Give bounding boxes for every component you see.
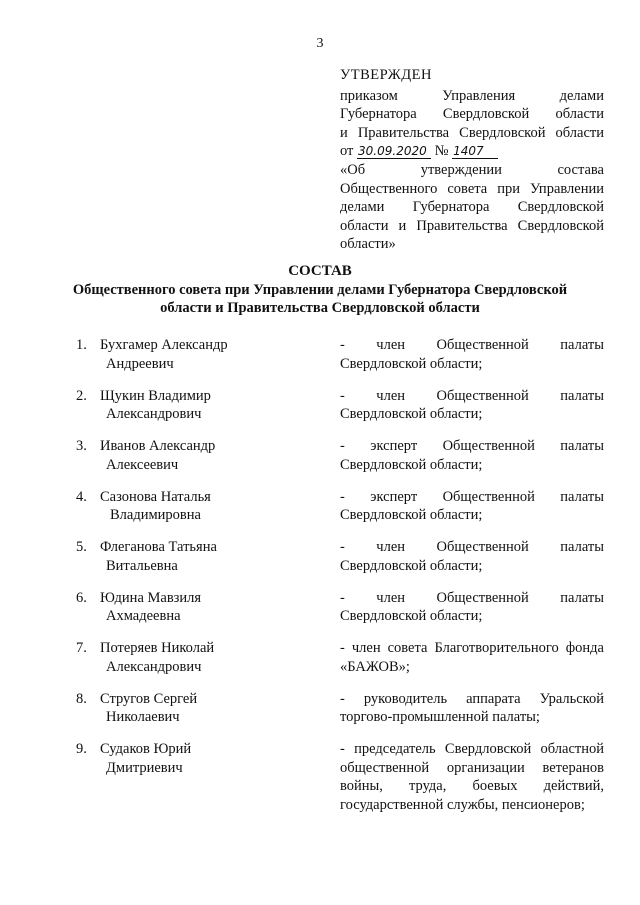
member-role-line: - член Общественной палаты xyxy=(340,337,604,353)
member-row xyxy=(76,488,604,539)
member-role-line: торгово-промышленной палаты; xyxy=(340,709,540,726)
member-role xyxy=(340,336,604,373)
member-row xyxy=(76,740,604,820)
member-number: 1. xyxy=(76,337,87,353)
member-name xyxy=(100,437,320,474)
member-role xyxy=(340,690,604,727)
member-name xyxy=(100,690,320,727)
title-line-2: области и Правительства Свердловской области xyxy=(160,300,480,317)
member-role-line: Свердловской области; xyxy=(340,355,483,372)
member-number: 6. xyxy=(76,589,87,606)
member-row xyxy=(76,690,604,741)
member-surname-name: Флеганова Татьяна xyxy=(100,539,217,555)
member-role-line: общественной организации ветеранов xyxy=(340,759,604,776)
member-role-line: - эксперт Общественной палаты xyxy=(340,438,604,454)
approval-line-7: делами Губернатора Свердловской xyxy=(340,199,604,216)
member-surname-name: Потеряев Николай xyxy=(100,640,215,656)
member-role-line: «БАЖОВ»; xyxy=(340,658,410,675)
approval-line-9: области» xyxy=(340,236,396,253)
member-patronymic: Дмитриевич xyxy=(106,759,183,776)
document-title xyxy=(0,262,640,318)
member-role-line: войны, труда, боевых действий, xyxy=(340,778,604,795)
member-row xyxy=(76,639,604,690)
member-role xyxy=(340,488,604,525)
member-role xyxy=(340,387,604,424)
member-role-line: Свердловской области; xyxy=(340,456,483,473)
member-role xyxy=(340,589,604,626)
member-patronymic: Витальевна xyxy=(106,557,178,574)
member-name xyxy=(100,538,320,575)
number-prefix: № xyxy=(434,143,449,160)
member-row xyxy=(76,387,604,438)
member-name xyxy=(100,488,320,525)
approval-line-8: области и Правительства Свердловской xyxy=(340,217,604,234)
member-patronymic: Алексеевич xyxy=(106,456,179,473)
member-name xyxy=(100,387,320,424)
date-prefix: от xyxy=(340,143,354,160)
member-role xyxy=(340,437,604,474)
approval-line-5: «Об утверждении состава xyxy=(340,161,604,178)
member-role-line: Свердловской области; xyxy=(340,608,483,625)
approval-date-line xyxy=(340,142,604,161)
member-row xyxy=(76,589,604,640)
member-role-line: - член Общественной палаты xyxy=(340,387,604,404)
member-name xyxy=(100,740,320,777)
member-role-line: - член Общественной палаты xyxy=(340,589,604,606)
member-role-line: Свердловской области; xyxy=(340,507,483,524)
member-number: 9. xyxy=(76,741,87,757)
member-number: 5. xyxy=(76,539,87,555)
member-patronymic: Александрович xyxy=(106,406,202,423)
member-role-line: - председатель Свердловской областной xyxy=(340,741,604,757)
title-line-1: Общественного совета при Управлении делами Губернатора Свердловской xyxy=(72,281,568,298)
members-list xyxy=(76,336,604,820)
member-number: 8. xyxy=(76,690,87,707)
page-number: 3 xyxy=(316,36,324,51)
member-patronymic: Андреевич xyxy=(106,355,174,372)
member-role-line: Свердловской области; xyxy=(340,557,483,574)
member-surname-name: Судаков Юрий xyxy=(100,741,192,757)
member-surname-name: Иванов Александр xyxy=(100,438,216,454)
member-row xyxy=(76,336,604,387)
member-surname-name: Сазонова Наталья xyxy=(100,488,211,505)
member-patronymic: Ахмадеевна xyxy=(106,608,181,625)
member-role-line: - эксперт Общественной палаты xyxy=(340,488,604,505)
approval-line-1: приказом Управления делами xyxy=(340,87,604,104)
member-role-line: - член совета Благотворительного фонда xyxy=(340,640,604,656)
member-role-line: Свердловской области; xyxy=(340,406,483,423)
member-role xyxy=(340,538,604,575)
member-surname-name: Щукин Владимир xyxy=(100,387,211,404)
approval-line-3: и Правительства Свердловской области xyxy=(340,124,604,141)
member-row xyxy=(76,538,604,589)
member-role-line: - член Общественной палаты xyxy=(340,539,604,555)
member-surname-name: Бухгамер Александр xyxy=(100,337,228,353)
member-patronymic: Владимировна xyxy=(110,507,201,524)
member-number: 7. xyxy=(76,640,87,656)
member-name xyxy=(100,589,320,626)
member-role-line: государственной службы, пенсионеров; xyxy=(340,796,585,813)
member-role xyxy=(340,639,604,676)
member-number: 4. xyxy=(76,488,87,505)
member-role xyxy=(340,740,604,814)
member-name xyxy=(100,336,320,373)
member-name xyxy=(100,639,320,676)
member-patronymic: Александрович xyxy=(106,658,202,675)
member-role-line: - руководитель аппарата Уральской xyxy=(340,690,604,707)
handwritten-date: 30.09.2020 xyxy=(357,144,431,159)
member-number: 2. xyxy=(76,387,87,404)
member-row xyxy=(76,437,604,488)
approval-heading: УТВЕРЖДЕН xyxy=(340,67,432,83)
member-surname-name: Юдина Мавзиля xyxy=(100,589,202,606)
member-surname-name: Стругов Сергей xyxy=(100,690,198,707)
approval-block xyxy=(340,66,604,254)
title-main: СОСТАВ xyxy=(288,263,352,279)
approval-line-2: Губернатора Свердловской области xyxy=(340,106,604,123)
handwritten-number: 1407 xyxy=(452,144,498,159)
member-number: 3. xyxy=(76,438,87,454)
approval-line-6: Общественного совета при Управлении xyxy=(340,180,604,197)
member-patronymic: Николаевич xyxy=(106,709,180,726)
